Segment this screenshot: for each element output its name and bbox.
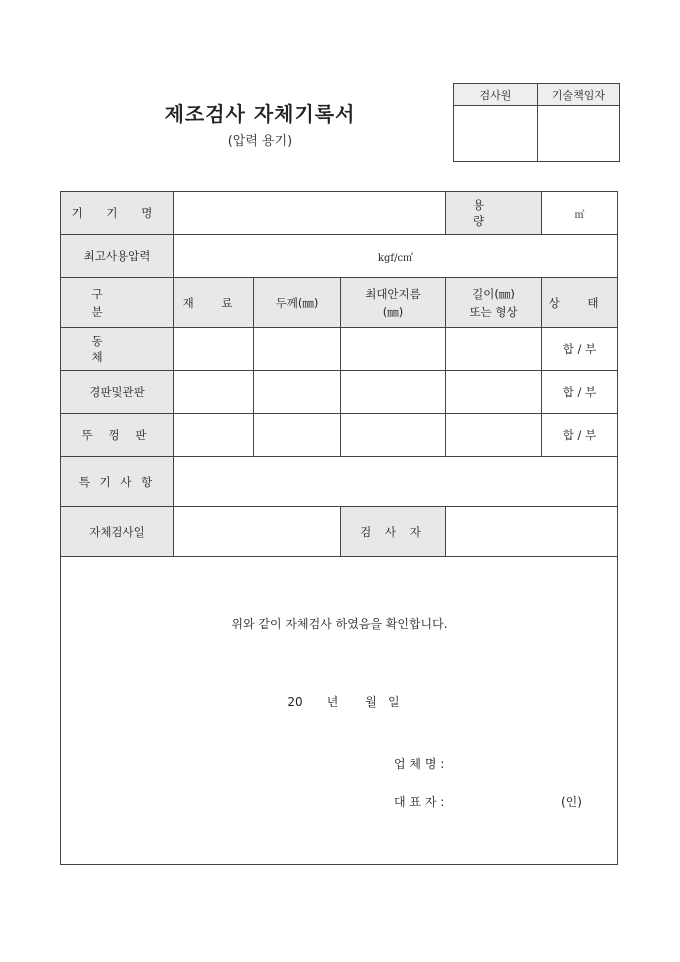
company-name-label: 업 체 명 : xyxy=(394,757,445,771)
head-tubesheet-label: 경판및관판 xyxy=(61,371,174,414)
max-inner-diameter-header: 최대안지름 (㎜) xyxy=(341,278,446,328)
document-subtitle: (압력 용기) xyxy=(227,134,293,149)
head-length[interactable] xyxy=(446,371,542,414)
shell-material[interactable] xyxy=(174,328,254,371)
tech-manager-sign-cell[interactable] xyxy=(538,106,620,162)
head-diameter[interactable] xyxy=(341,371,446,414)
cover-length[interactable] xyxy=(446,414,542,457)
status-header: 상 태 xyxy=(542,278,618,328)
shell-status[interactable]: 합 / 부 xyxy=(542,328,618,371)
table-row xyxy=(61,414,618,457)
shell-thickness[interactable] xyxy=(254,328,341,371)
inspector-label: 검 사 자 xyxy=(341,507,446,557)
division-header: 구 분 xyxy=(61,278,174,328)
remarks-value[interactable] xyxy=(174,457,618,507)
confirmation-statement: 위와 같이 자체검사 하였음을 확인합니다. xyxy=(231,617,448,631)
approval-box xyxy=(453,83,620,162)
device-name-label: 기 기 명 xyxy=(61,192,174,235)
cover-thickness[interactable] xyxy=(254,414,341,457)
max-pressure-label: 최고사용압력 xyxy=(61,235,174,278)
inspector-sign-cell[interactable] xyxy=(454,106,538,162)
capacity-label: 용 량 xyxy=(446,192,542,235)
max-pressure-value[interactable] xyxy=(174,235,618,278)
month-label: 월 xyxy=(365,695,377,709)
head-thickness[interactable] xyxy=(254,371,341,414)
year-prefix: 20 xyxy=(287,695,303,709)
inspector-header: 검사원 xyxy=(454,84,538,106)
cover-diameter[interactable] xyxy=(341,414,446,457)
shell-length[interactable] xyxy=(446,328,542,371)
head-material[interactable] xyxy=(174,371,254,414)
day-label: 일 xyxy=(388,695,400,709)
capacity-unit: ㎥ xyxy=(574,209,585,221)
inspection-date-label: 자체검사일 xyxy=(61,507,174,557)
capacity-value[interactable] xyxy=(542,192,618,235)
table-row xyxy=(61,371,618,414)
remarks-label: 특 기 사 항 xyxy=(61,457,174,507)
date-line xyxy=(279,693,400,710)
document-title: 제조검사 자체기록서 xyxy=(164,102,356,126)
inspection-date-value[interactable] xyxy=(174,507,341,557)
table-row xyxy=(61,328,618,371)
representative-label: 대 표 자 : xyxy=(394,795,445,809)
pressure-unit: kgf/c㎡ xyxy=(377,252,414,264)
seal-mark: (인) xyxy=(561,795,582,809)
shell-label: 동 체 xyxy=(61,328,174,371)
material-header: 재 료 xyxy=(174,278,254,328)
shell-diameter[interactable] xyxy=(341,328,446,371)
inspector-value[interactable] xyxy=(446,507,618,557)
cover-status[interactable]: 합 / 부 xyxy=(542,414,618,457)
year-label: 년 xyxy=(326,695,339,709)
thickness-header: 두께(㎜) xyxy=(254,278,341,328)
length-header: 길이(㎜) 또는 형상 xyxy=(446,278,542,328)
tech-manager-header: 기술책임자 xyxy=(538,84,620,106)
cover-material[interactable] xyxy=(174,414,254,457)
inspection-form xyxy=(60,191,618,865)
device-name-value[interactable] xyxy=(174,192,446,235)
confirmation-section xyxy=(61,557,618,865)
head-status[interactable]: 합 / 부 xyxy=(542,371,618,414)
cover-plate-label: 뚜 껑 판 xyxy=(61,414,174,457)
